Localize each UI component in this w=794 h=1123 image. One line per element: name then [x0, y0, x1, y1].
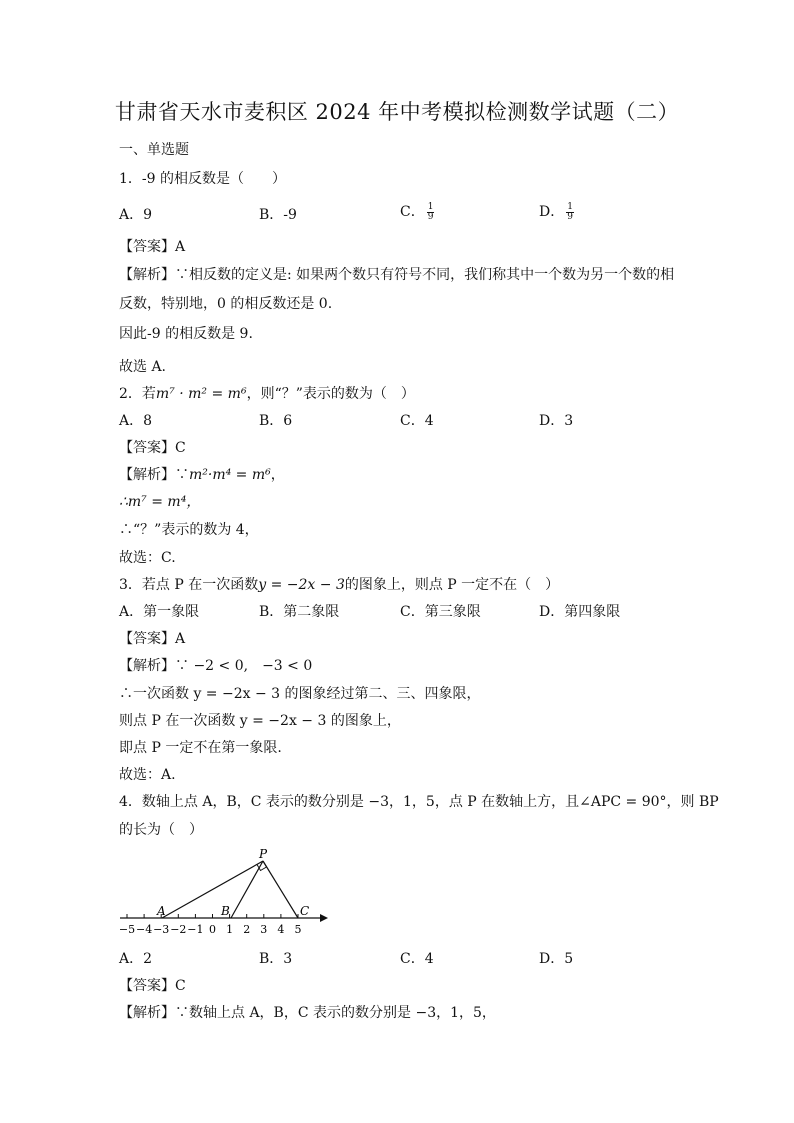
- q1-analysis-line3: 因此-9 的相反数是 9.: [119, 326, 253, 342]
- tick-label: 4: [277, 923, 285, 936]
- q4-stem-line1: 4．数轴上点 A，B，C 表示的数分别是 −3，1，5，点 P 在数轴上方，且∠APC = 90°，则 BP: [119, 794, 719, 810]
- q1-option-b: B．-9: [259, 207, 297, 223]
- q3-analysis-line2: ∴一次函数 y = −2x − 3 的图象经过第二、三、四象限，: [119, 686, 481, 702]
- tick-label: 2: [243, 923, 251, 936]
- tick-label: −3: [153, 923, 170, 936]
- q2-option-b: B．6: [259, 413, 293, 429]
- label-a: A: [157, 904, 166, 918]
- tick-label: −1: [187, 923, 204, 936]
- segment-ap: [162, 861, 263, 918]
- label-p: P: [259, 847, 268, 861]
- number-line-ticks: [119, 914, 302, 936]
- q3-option-c: C．第三象限: [400, 604, 481, 620]
- q3-stem-prefix: 3．若点 P 在一次函数: [119, 577, 259, 593]
- q2-analysis-line4: 故选：C.: [119, 550, 176, 566]
- q2-stem-formula: m⁷ · m² = m⁶: [155, 386, 247, 402]
- q3-option-b: B．第二象限: [259, 604, 340, 620]
- q2-analysis-line3: ∴“？”表示的数为 4，: [119, 522, 259, 538]
- q1-option-d: [539, 202, 574, 222]
- q4-stem-line2: 的长为（ ）: [119, 822, 203, 838]
- q1-analysis-line2: 反数，特别地，0 的相反数还是 0.: [119, 296, 333, 312]
- q4-option-c: C．4: [400, 951, 434, 967]
- q2-analysis-formula: m²·m⁴ = m⁶: [189, 467, 271, 483]
- label-b: B: [221, 904, 230, 918]
- q2-option-d: D．3: [539, 413, 574, 429]
- q3-stem-formula: y = −2x − 3: [258, 577, 345, 593]
- section-heading: 一、单选题: [119, 142, 189, 158]
- q1-option-c-fraction: [427, 203, 435, 222]
- tick-label: −4: [135, 923, 153, 936]
- tick-label: 0: [209, 923, 216, 936]
- fraction-numerator: 1: [567, 201, 573, 212]
- q2-option-c: C．4: [400, 413, 434, 429]
- q1-analysis-line1: 【解析】∵相反数的定义是: 如果两个数只有符号不同，我们称其中一个数为另一个数的相: [119, 267, 675, 283]
- tick-label: −2: [170, 923, 187, 936]
- q4-option-b: B．3: [259, 951, 293, 967]
- page-title: 甘肃省天水市麦积区 2024 年中考模拟检测数学试题（二）: [114, 100, 680, 124]
- q3-analysis-line5: 故选：A.: [119, 767, 176, 783]
- number-line-figure: [115, 845, 330, 940]
- label-c: C: [300, 904, 310, 918]
- fraction-denominator: 9: [567, 211, 573, 222]
- q3-stem-suffix: 的图象上，则点 P 一定不在（ ）: [344, 577, 560, 593]
- q3-option-a: A．第一象限: [119, 604, 200, 620]
- tick-label: 1: [226, 923, 234, 936]
- q1-answer: 【答案】A: [119, 239, 186, 255]
- q2-answer: 【答案】C: [119, 440, 186, 456]
- q3-analysis-line1: 【解析】∵ −2 < 0, −3 < 0: [119, 658, 313, 674]
- q2-analysis-line2: ∴m⁷ = m⁴，: [119, 494, 201, 510]
- q1-stem: 1．-9 的相反数是（ ）: [119, 171, 286, 187]
- fraction-numerator: 1: [427, 201, 434, 212]
- tick-label: 5: [294, 923, 302, 936]
- fraction-denominator: 9: [427, 211, 434, 222]
- q1-option-d-fraction: [566, 203, 574, 222]
- q4-analysis-line1: 【解析】∵数轴上点 A，B，C 表示的数分别是 −3，1，5，: [119, 1005, 496, 1021]
- tick-label: −5: [118, 923, 136, 936]
- tick-label: 3: [260, 923, 268, 936]
- q3-analysis-line4: 即点 P 一定不在第一象限.: [119, 740, 282, 756]
- q3-answer: 【答案】A: [119, 631, 186, 647]
- q1-option-c-label: C．: [400, 204, 425, 220]
- q1-analysis-line4: 故选 A.: [119, 359, 167, 375]
- q3-analysis-line3: 则点 P 在一次函数 y = −2x − 3 的图象上，: [119, 713, 401, 729]
- q2-stem: [119, 384, 415, 404]
- q2-analysis-suffix: ，: [270, 467, 285, 483]
- q3-option-d: D．第四象限: [539, 604, 621, 620]
- q2-analysis-prefix: 【解析】∵: [119, 467, 189, 483]
- arrow-icon: [320, 914, 328, 922]
- q4-option-a: A．2: [119, 951, 153, 967]
- q2-stem-suffix: ，则“？”表示的数为（ ）: [246, 386, 415, 402]
- q2-analysis-line1: [119, 465, 285, 485]
- q1-option-a: A．9: [119, 207, 153, 223]
- q2-stem-prefix: 2．若: [119, 386, 156, 402]
- q4-option-d: D．5: [539, 951, 574, 967]
- q1-option-c: [400, 202, 434, 222]
- q1-option-d-label: D．: [539, 204, 565, 220]
- q4-answer: 【答案】C: [119, 978, 186, 994]
- q2-option-a: A．8: [119, 413, 153, 429]
- q3-stem: [119, 575, 559, 595]
- segment-pc: [263, 861, 298, 918]
